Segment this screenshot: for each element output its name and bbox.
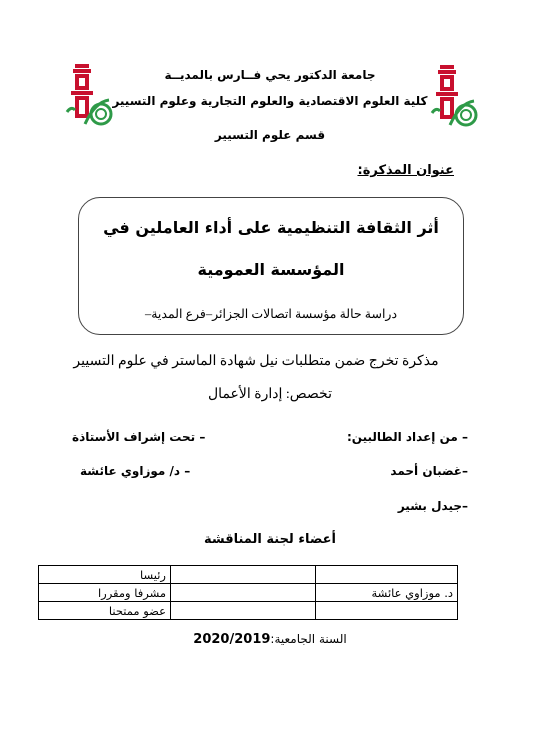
member-rank xyxy=(316,602,458,620)
member-name xyxy=(171,584,316,602)
university-logo-left xyxy=(65,62,115,132)
academic-year-value: 2020/2019 xyxy=(193,632,271,647)
member-role: رئيسا xyxy=(39,566,171,584)
thesis-title-label: عنوان المذكرة: xyxy=(357,163,454,178)
thesis-title-box xyxy=(78,197,464,335)
member-role: مشرفا ومقررا xyxy=(39,584,171,602)
academic-year xyxy=(150,632,390,647)
committee-table xyxy=(38,565,458,620)
member-name xyxy=(171,602,316,620)
student-name: –غضبان أحمد xyxy=(390,464,468,478)
table-row xyxy=(39,584,458,602)
member-role: عضو ممتحنا xyxy=(39,602,171,620)
member-rank: د. موزاوي عائشة xyxy=(316,584,458,602)
member-name xyxy=(171,566,316,584)
supervisor-name: – د/ موزاوي عائشة xyxy=(80,464,191,478)
committee-heading: أعضاء لجنة المناقشة xyxy=(203,532,337,547)
faculty-name: كلية العلوم الاقتصادية والعلوم التجارية وعلوم التسيير xyxy=(112,94,428,108)
thesis-title-line2: المؤسسة العمومية xyxy=(197,260,345,279)
thesis-title-line1: أثر الثقافة التنظيمية على أداء العاملين في xyxy=(103,218,439,237)
table-row xyxy=(39,566,458,584)
member-rank xyxy=(316,566,458,584)
case-study: دراسة حالة مؤسسة اتصالات الجزائر–فرع المدية– xyxy=(144,307,398,321)
academic-year-label: السنة الجامعية: xyxy=(270,632,347,646)
degree-statement: مذكرة تخرج ضمن متطلبات نيل شهادة الماستر في علوم التسيير xyxy=(73,354,439,369)
university-logo-right xyxy=(430,63,480,133)
department-name: قسم علوم التسيير xyxy=(214,128,326,142)
supervisor-heading: – تحت إشراف الأستاذة xyxy=(72,430,206,444)
specialty: تخصص: إدارة الأعمال xyxy=(208,387,332,402)
table-row xyxy=(39,602,458,620)
university-name: جامعة الدكتور يحي فــارس بالمديــة xyxy=(164,68,376,82)
students-heading: – من إعداد الطالبين: xyxy=(347,430,468,444)
student-name: –جيدل بشير xyxy=(397,499,468,513)
